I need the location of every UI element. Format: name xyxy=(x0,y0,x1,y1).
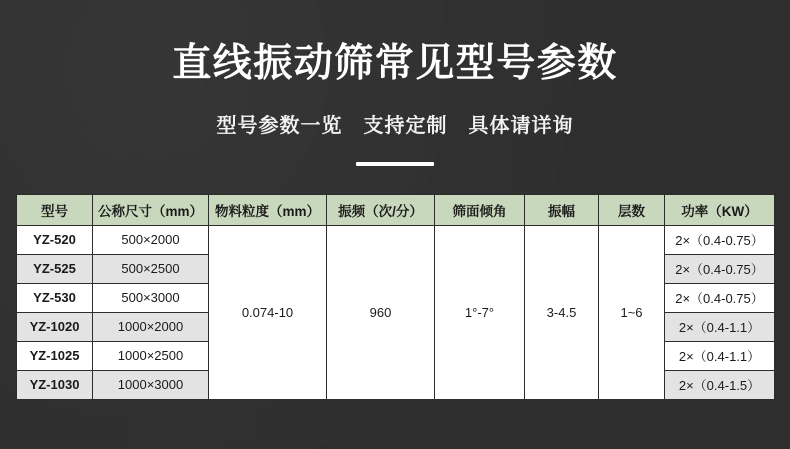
cell-nominal-size: 500×2000 xyxy=(93,225,209,254)
cell-frequency: 960 xyxy=(327,225,435,399)
cell-model: YZ-1030 xyxy=(17,370,93,399)
column-header-model: 型号 xyxy=(17,194,93,225)
cell-nominal-size: 1000×3000 xyxy=(93,370,209,399)
cell-power: 2×（0.4-1.1） xyxy=(665,341,775,370)
cell-nominal-size: 1000×2500 xyxy=(93,341,209,370)
column-header-incline: 筛面倾角 xyxy=(435,194,525,225)
cell-incline: 1°-7° xyxy=(435,225,525,399)
cell-particle-size: 0.074-10 xyxy=(209,225,327,399)
cell-amplitude: 3-4.5 xyxy=(525,225,599,399)
cell-layers: 1~6 xyxy=(599,225,665,399)
column-header-power: 功率（KW） xyxy=(665,194,775,225)
column-header-nominal-size: 公称尺寸（mm） xyxy=(93,194,209,225)
cell-model: YZ-1020 xyxy=(17,312,93,341)
cell-power: 2×（0.4-0.75） xyxy=(665,254,775,283)
cell-model: YZ-1025 xyxy=(17,341,93,370)
cell-nominal-size: 500×2500 xyxy=(93,254,209,283)
table-header-row xyxy=(17,194,775,225)
spec-table-container xyxy=(16,194,774,400)
title-divider xyxy=(356,162,434,166)
cell-power: 2×（0.4-0.75） xyxy=(665,225,775,254)
cell-power: 2×（0.4-1.5） xyxy=(665,370,775,399)
column-header-amplitude: 振幅 xyxy=(525,194,599,225)
cell-model: YZ-530 xyxy=(17,283,93,312)
page-title: 直线振动筛常见型号参数 xyxy=(172,42,618,85)
poster-header xyxy=(0,0,790,166)
page-subtitle: 型号参数一览 支持定制 具体请详询 xyxy=(216,114,574,137)
column-header-particle-size: 物料粒度（mm） xyxy=(209,194,327,225)
cell-power: 2×（0.4-0.75） xyxy=(665,283,775,312)
column-header-layers: 层数 xyxy=(599,194,665,225)
table-row xyxy=(17,225,775,254)
cell-nominal-size: 500×3000 xyxy=(93,283,209,312)
cell-model: YZ-520 xyxy=(17,225,93,254)
cell-power: 2×（0.4-1.1） xyxy=(665,312,775,341)
spec-table xyxy=(16,194,775,400)
cell-nominal-size: 1000×2000 xyxy=(93,312,209,341)
column-header-frequency: 振频（次/分） xyxy=(327,194,435,225)
cell-model: YZ-525 xyxy=(17,254,93,283)
